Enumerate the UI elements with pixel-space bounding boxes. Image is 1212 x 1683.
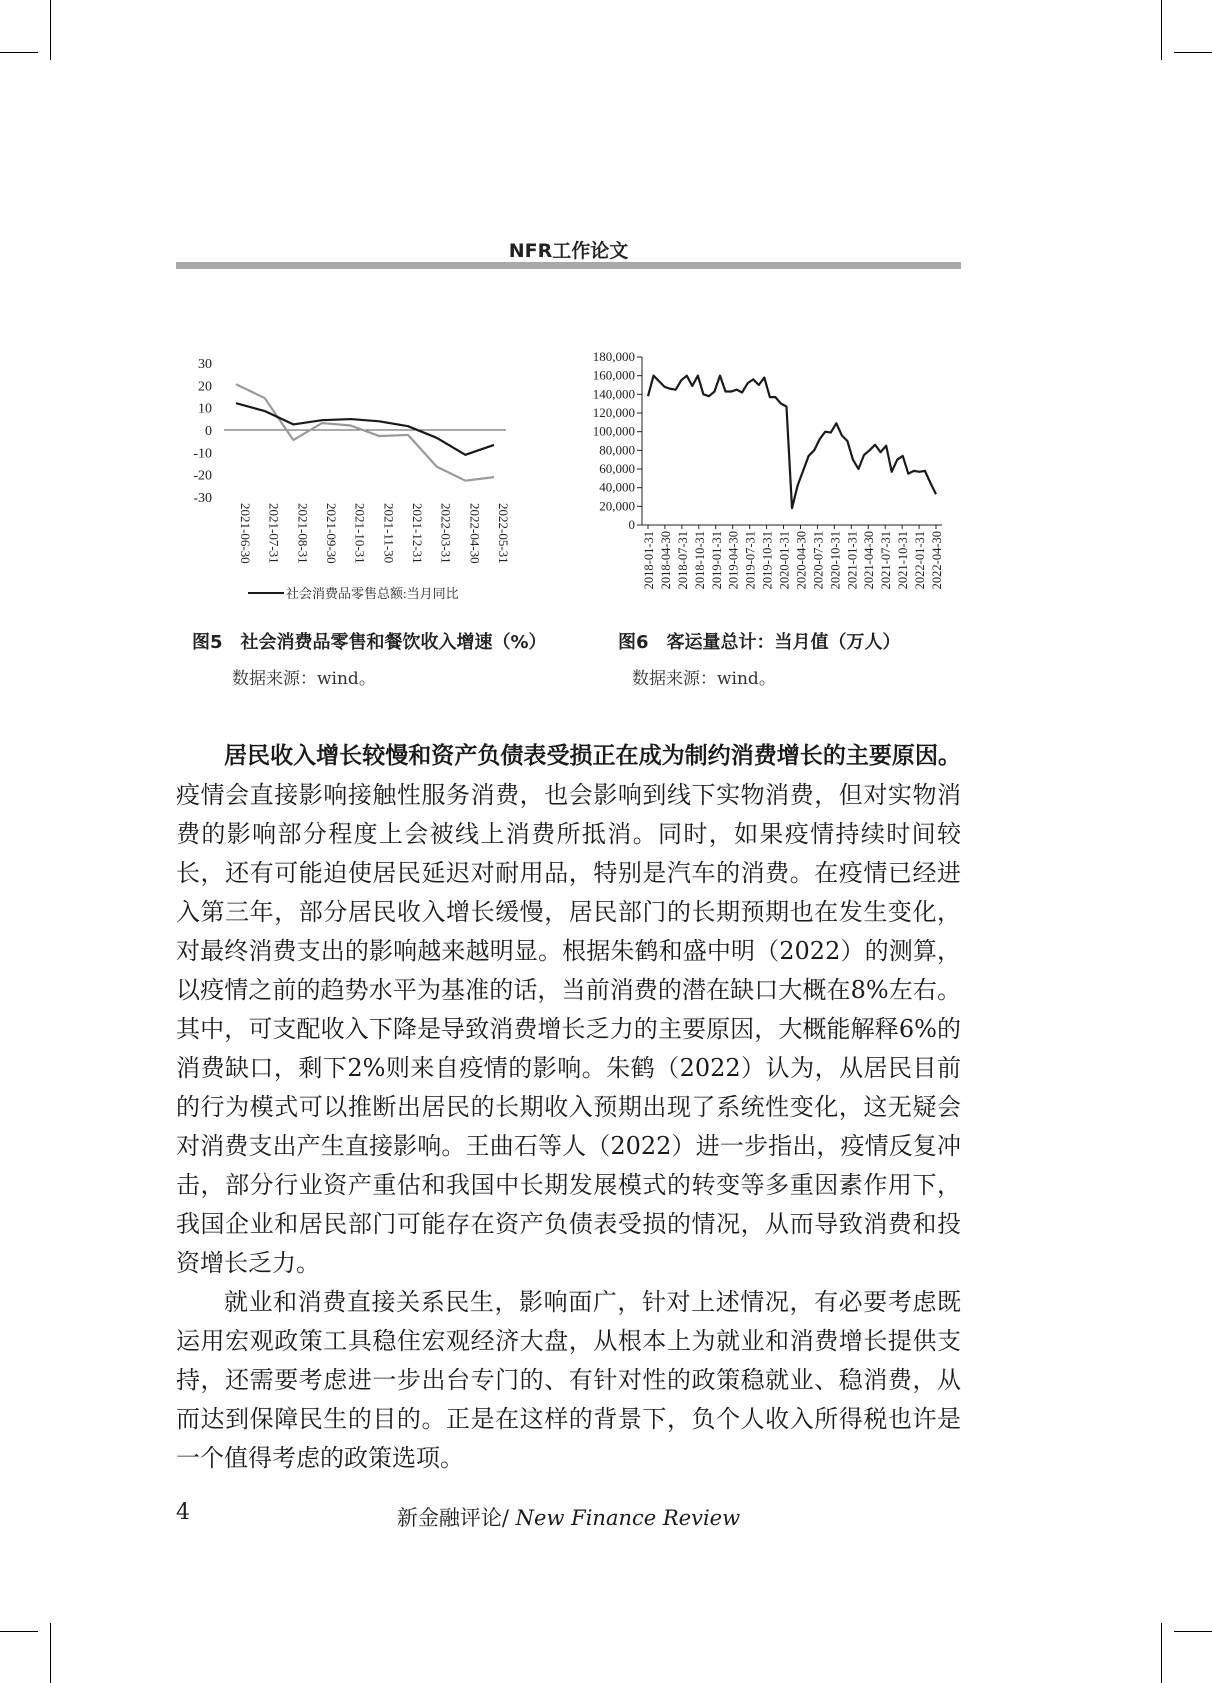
figure5-caption: 图5 社会消费品零售和餐饮收入增速（%） [192, 632, 547, 653]
x-tick-label: 2019-10-31 [760, 531, 775, 590]
crop-mark [1174, 1631, 1212, 1632]
crop-mark [1174, 52, 1212, 53]
x-tick-label: 2019-07-31 [743, 531, 758, 590]
y-tick-label: 20,000 [599, 498, 635, 514]
y-tick-label: 100,000 [592, 423, 635, 439]
paragraph-text: 就业和消费直接关系民生，影响面广，针对上述情况，有必要考虑既运用宏观政策工具稳住宏观经济大盘，从根本上为就业和消费增长提供支持，还需要考虑进一步出台专门的、有针对性的政策稳就业、稳消费，从而达到保障民生的目的。正是在这样的背景下，负个人收入所得税也许是一个值得考虑的政策选项。 [176, 1288, 961, 1472]
journal-name [176, 1502, 961, 1532]
x-tick-label: 2022-03-31 [438, 503, 454, 564]
y-tick-label: 20 [198, 379, 212, 395]
x-tick-label: 2020-10-31 [828, 531, 843, 590]
x-tick-label: 2018-10-31 [692, 531, 707, 590]
x-tick-label: 2021-08-31 [295, 503, 311, 564]
figure6-chart [570, 345, 960, 615]
x-tick-label: 2021-11-30 [381, 503, 397, 564]
crop-mark [1161, 0, 1162, 60]
header-rule [176, 262, 961, 269]
running-head: NFR工作论文 [508, 240, 629, 262]
y-tick-label: 140,000 [592, 386, 635, 402]
y-tick-label: 160,000 [592, 367, 635, 383]
crop-mark [50, 0, 51, 60]
y-tick-label: 10 [198, 401, 212, 417]
paragraph-lead: 居民收入增长较慢和资产负债表受损正在成为制约消费增长的主要原因。 [224, 743, 961, 769]
x-tick-label: 2020-07-31 [811, 531, 826, 590]
y-tick-label: 60,000 [599, 461, 635, 476]
series-line [236, 384, 494, 480]
y-tick-label: 180,000 [592, 349, 635, 364]
crop-mark [0, 52, 38, 53]
x-tick-label: 2018-01-31 [642, 531, 656, 590]
x-tick-label: 2021-01-31 [845, 531, 860, 590]
x-tick-label: 2022-01-31 [913, 531, 928, 590]
figure5-chart [176, 345, 536, 610]
y-tick-label: -30 [193, 491, 212, 506]
x-tick-label: 2022-05-31 [496, 503, 511, 564]
x-tick-label: 2019-04-30 [726, 531, 741, 590]
journal-name-en: New Finance Review [509, 1506, 741, 1530]
x-tick-label: 2021-09-30 [324, 503, 339, 564]
x-tick-label: 2021-10-31 [896, 531, 911, 590]
crop-mark [1161, 1623, 1162, 1683]
x-tick-label: 2020-01-31 [777, 531, 792, 590]
x-tick-label: 2021-12-31 [410, 503, 425, 564]
crop-mark [50, 1623, 51, 1683]
x-tick-label: 2018-07-31 [675, 531, 690, 590]
y-tick-label: 30 [198, 357, 212, 372]
figure6-caption: 图6 客运量总计：当月值（万人） [618, 632, 901, 653]
y-tick-label: -10 [193, 446, 212, 462]
x-tick-label: 2018-04-30 [658, 531, 673, 590]
x-tick-label: 2021-06-30 [238, 503, 253, 564]
y-tick-label: -20 [193, 468, 212, 484]
y-tick-label: 40,000 [599, 479, 635, 495]
paragraph [176, 1283, 961, 1478]
y-tick-label: 80,000 [599, 442, 635, 458]
series-line [648, 376, 936, 509]
figure5-source: 数据来源：wind。 [232, 669, 376, 689]
y-tick-label: 0 [628, 517, 635, 532]
x-tick-label: 2021-10-31 [352, 503, 368, 564]
x-tick-label: 2021-04-30 [862, 531, 877, 590]
x-tick-label: 2022-04-30 [930, 531, 944, 590]
crop-mark [0, 1631, 38, 1632]
figure6-source: 数据来源：wind。 [632, 669, 776, 689]
legend-label: 社会消费品零售总额:当月同比 [286, 586, 459, 601]
paragraph [176, 736, 961, 1283]
journal-name-cn: 新金融评论/ [396, 1506, 509, 1530]
y-tick-label: 120,000 [592, 405, 635, 420]
x-tick-label: 2019-01-31 [709, 531, 724, 590]
x-tick-label: 2022-04-30 [467, 503, 483, 564]
page-number: 4 [176, 1500, 190, 1525]
paragraph-text: 疫情会直接影响接触性服务消费，也会影响到线下实物消费，但对实物消费的影响部分程度上会被线上消费所抵消。同时，如果疫情持续时间较长，还有可能迫使居民延迟对耐用品，特别是汽车的消费。在疫情已经进入第三年，部分居民收入增长缓慢，居民部门的长期预期也在发生变化，对最终消费支出的影响越来越明显。根据朱鹤和盛中明（2022）的测算，以疫情之前的趋势水平为基准的话，当前消费的潜在缺口大概在8%左右。其中，可支配收入下降是导致消费增长乏力的主要原因，大概能解释6%的消费缺口，剩下2%则来自疫情的影响。朱鹤（2022）认为，从居民目前的行为模式可以推断出居民的长期收入预期出现了系统性变化，这无疑会对消费支出产生直接影响。王曲石等人（2022）进一步指出，疫情反复冲击，部分行业资产重估和我国中长期发展模式的转变等多重因素作用下，我国企业和居民部门可能存在资产负债表受损的情况，从而导致消费和投资增长乏力。 [176, 781, 961, 1277]
y-tick-label: 0 [205, 424, 212, 439]
x-tick-label: 2021-07-31 [266, 503, 282, 564]
body-text [176, 736, 961, 1478]
x-tick-label: 2020-04-30 [794, 531, 809, 590]
x-tick-label: 2021-07-31 [879, 531, 894, 590]
